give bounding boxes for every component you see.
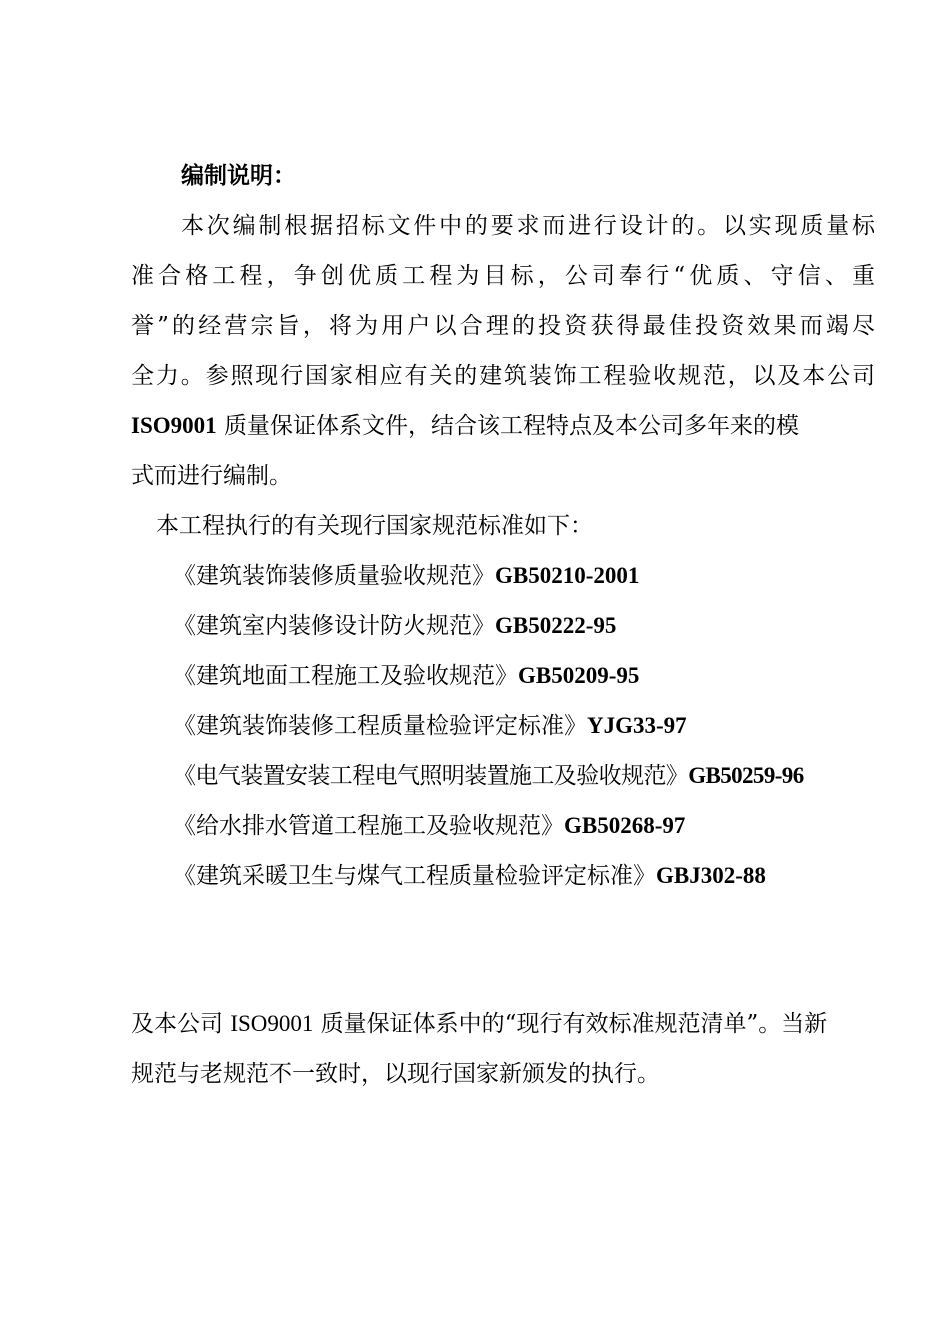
closing-text-a: 及本公司	[131, 1011, 231, 1037]
iso-code: ISO9001	[131, 413, 217, 438]
standard-title: 《建筑地面工程施工及验收规范》	[173, 663, 518, 689]
closing-text-b: 质量保证体系中的“现行有效标准规范清单”。当新	[313, 1011, 828, 1037]
section-heading: 编制说明：	[181, 162, 296, 189]
standard-code: GBJ302-88	[656, 863, 766, 888]
closing-line-1	[131, 1009, 875, 1039]
closing-iso-code: ISO9001	[230, 1011, 314, 1036]
standard-code: GB50268-97	[564, 813, 686, 838]
standard-item	[173, 661, 639, 691]
standard-title: 《建筑采暖卫生与煤气工程质量检验评定标准》	[173, 863, 656, 889]
intro-line-6: 式而进行编制。	[131, 463, 292, 489]
closing-line-2: 规范与老规范不一致时，以现行国家新颁发的执行。	[131, 1061, 660, 1087]
standard-code: YJG33-97	[587, 713, 687, 738]
standard-code: GB50210-2001	[495, 563, 640, 588]
standard-item	[173, 811, 685, 841]
standard-item	[173, 611, 616, 641]
standard-code: GB50209-95	[518, 663, 640, 688]
standard-title: 《电气装置安装工程电气照明装置施工及验收规范》	[173, 763, 689, 789]
standard-title: 《给水排水管道工程施工及验收规范》	[173, 813, 564, 839]
standard-title: 《建筑装饰装修工程质量检验评定标准》	[173, 713, 587, 739]
intro-line-4: 全力。参照现行国家相应有关的建筑装饰工程验收规范，以及本公司	[131, 363, 875, 389]
intro-line-3: 誉”的经营宗旨，将为用户以合理的投资获得最佳投资效果而竭尽	[131, 313, 875, 339]
standards-intro: 本工程执行的有关现行国家规范标准如下：	[156, 513, 593, 539]
standard-title: 《建筑室内装修设计防火规范》	[173, 613, 495, 639]
intro-line-1: 本次编制根据招标文件中的要求而进行设计的。以实现质量标	[181, 213, 875, 239]
intro-line-5-text: 质量保证体系文件，结合该工程特点及本公司多年来的模	[216, 413, 799, 439]
intro-line-2: 准合格工程，争创优质工程为目标，公司奉行“优质、守信、重	[131, 263, 875, 289]
standard-item	[173, 561, 639, 591]
standard-title: 《建筑装饰装修质量验收规范》	[173, 563, 495, 589]
standard-item	[173, 761, 804, 791]
standard-item	[173, 861, 766, 891]
standard-code: GB50222-95	[495, 613, 617, 638]
standard-item	[173, 711, 687, 741]
standard-code: GB50259-96	[688, 763, 804, 788]
intro-line-5	[131, 411, 875, 441]
